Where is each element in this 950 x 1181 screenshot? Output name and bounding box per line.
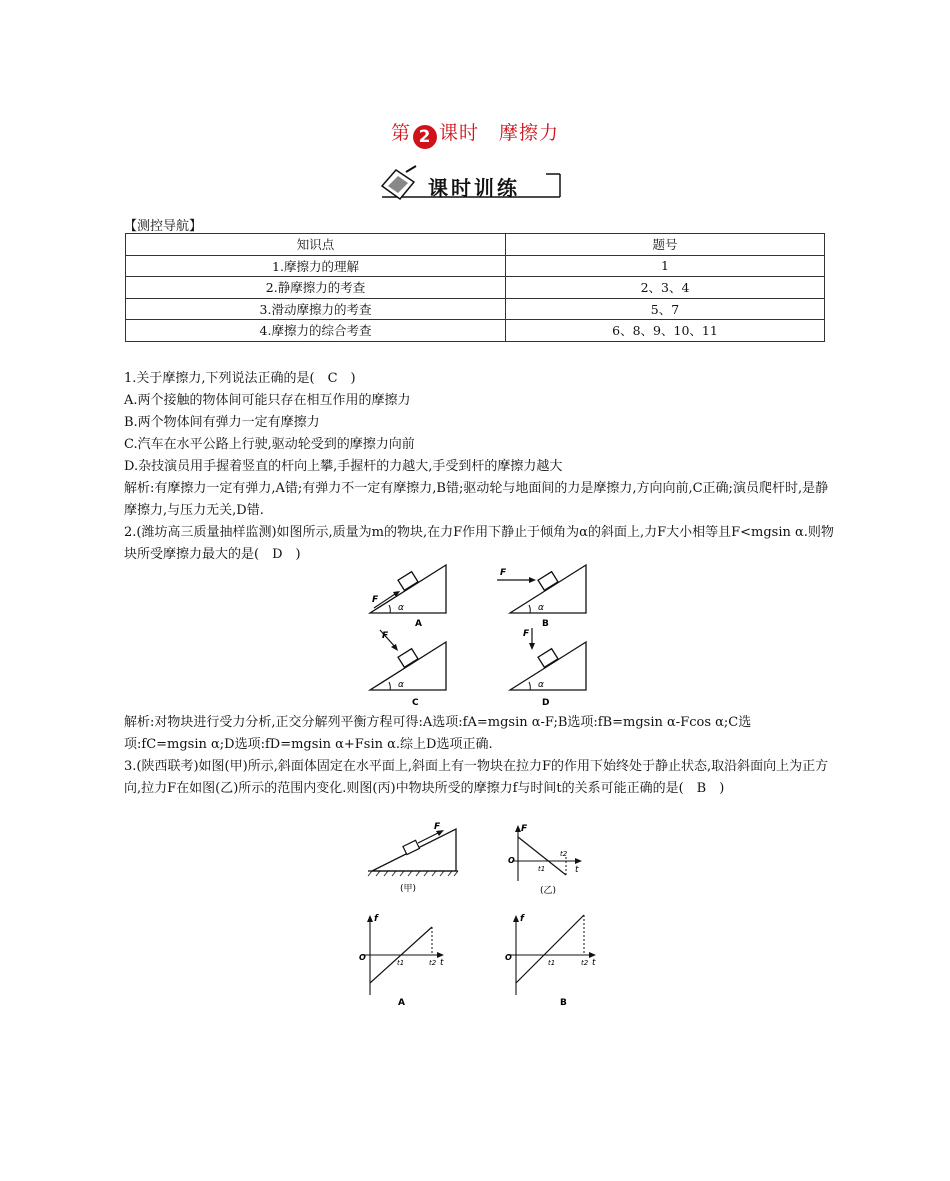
figure-label-a: A [415, 619, 422, 629]
axis-label-t: t [575, 865, 579, 875]
table-header-row [126, 234, 825, 256]
table-row [126, 298, 825, 320]
axis-label-f: f [374, 914, 378, 924]
table-cell: 6、8、9、10、11 [506, 320, 825, 342]
column-header: 题号 [506, 234, 825, 256]
column-header: 知识点 [126, 234, 506, 256]
table-row [126, 320, 825, 342]
force-label: F [372, 595, 379, 605]
table-row [126, 255, 825, 277]
knowledge-table [125, 233, 825, 342]
table-cell: 5、7 [506, 298, 825, 320]
angle-label: α [538, 680, 544, 690]
force-label: F [523, 629, 530, 639]
q3-figure [360, 815, 620, 1015]
axis-label-f: f [520, 914, 524, 924]
friction-graph-b [505, 914, 596, 1008]
title-topic: 摩擦力 [499, 122, 560, 144]
figure-label-jia: (甲) [400, 884, 417, 894]
q3-stem: 3.(陕西联考)如图(甲)所示,斜面体固定在水平面上,斜面上有一物块在拉力F的作用下始终处于静止状态,取沿斜面向上为正方向,拉力F在如图(乙)所示的范围内变化.则图(丙)中物块所受的摩擦力f与时间t的关系可能正确的是( B ) [124, 759, 829, 796]
table-row [126, 277, 825, 299]
section-banner [378, 166, 563, 202]
table-cell: 3.滑动摩擦力的考查 [126, 298, 506, 320]
angle-label: α [398, 680, 404, 690]
origin-label: O [505, 953, 512, 962]
table-cell: 4.摩擦力的综合考查 [126, 320, 506, 342]
pencil-paper-icon [382, 166, 416, 199]
q1-option-d: D.杂技演员用手握着竖直的杆向上攀,手握杆的力越大,手受到杆的摩擦力越大 [124, 459, 563, 474]
nav-heading: 【测控导航】 [124, 219, 203, 234]
axis-label-t: t [592, 958, 596, 968]
angle-label: α [538, 603, 544, 613]
axis-label-F: F [521, 824, 528, 834]
angle-label: α [398, 603, 404, 613]
figure-label-b: B [542, 619, 549, 629]
incline-figure-d [510, 628, 586, 708]
incline-figure-jia [368, 822, 458, 894]
force-label: F [500, 568, 507, 578]
table-cell: 2.静摩擦力的考查 [126, 277, 506, 299]
origin-label: O [359, 953, 366, 962]
q1-analysis: 解析:有摩擦力一定有弹力,A错;有弹力不一定有摩擦力,B错;驱动轮与地面间的力是摩擦力,方向向前,C正确;演员爬杆时,是静摩擦力,与压力无关,D错. [124, 481, 829, 518]
q1-option-b: B.两个物体间有弹力一定有摩擦力 [124, 415, 320, 430]
force-label: F [382, 631, 389, 641]
figure-label-yi: (乙) [540, 886, 557, 896]
tick-label-t1: t1 [548, 959, 556, 967]
title-suffix: 课时 [438, 122, 479, 144]
tick-label-t1: t1 [397, 959, 405, 967]
title-prefix: 第 [390, 122, 411, 144]
q1-option-c: C.汽车在水平公路上行驶,驱动轮受到的摩擦力向前 [124, 437, 415, 452]
q2-figure [360, 560, 600, 720]
figure-label-d: D [542, 698, 550, 708]
table-cell: 1 [506, 255, 825, 277]
tick-label-t2: t2 [429, 959, 437, 967]
q1-stem: 1.关于摩擦力,下列说法正确的是( C ) [124, 371, 356, 386]
table-cell: 2、3、4 [506, 277, 825, 299]
origin-label: O [508, 856, 515, 865]
tick-label-t2: t2 [560, 850, 568, 858]
figure-label-c: C [412, 698, 419, 708]
q1-option-a: A.两个接触的物体间可能只存在相互作用的摩擦力 [124, 393, 411, 408]
banner-label: 课时训练 [428, 176, 520, 200]
lesson-title [0, 118, 950, 149]
tick-label-t1: t1 [538, 865, 546, 873]
figure-label-b: B [560, 998, 567, 1008]
incline-figure-b [497, 565, 586, 629]
incline-figure-c [370, 630, 446, 708]
axis-label-t: t [440, 958, 444, 968]
force-label: F [434, 822, 441, 832]
figure-label-a: A [398, 998, 405, 1008]
q2-stem: 2.(潍坊高三质量抽样监测)如图所示,质量为m的物块,在力F作用下静止于倾角为α的斜面上,力F大小相等且F<mgsin α.则物块所受摩擦力最大的是( D ) [124, 525, 834, 562]
q2-analysis: 解析:对物块进行受力分析,正交分解列平衡方程可得:A选项:fA=mgsin α-F;B选项:fB=mgsin α-Fcos α;C选项:fC=mgsin α;D选项:fD=mgsin α+Fsin α.综上D选项正确. [124, 715, 752, 752]
force-time-graph [508, 824, 582, 896]
tick-label-t2: t2 [581, 959, 589, 967]
lesson-number-badge: 2 [413, 125, 437, 149]
incline-figure-a [370, 565, 446, 629]
friction-graph-a [359, 914, 444, 1008]
table-cell: 1.摩擦力的理解 [126, 255, 506, 277]
